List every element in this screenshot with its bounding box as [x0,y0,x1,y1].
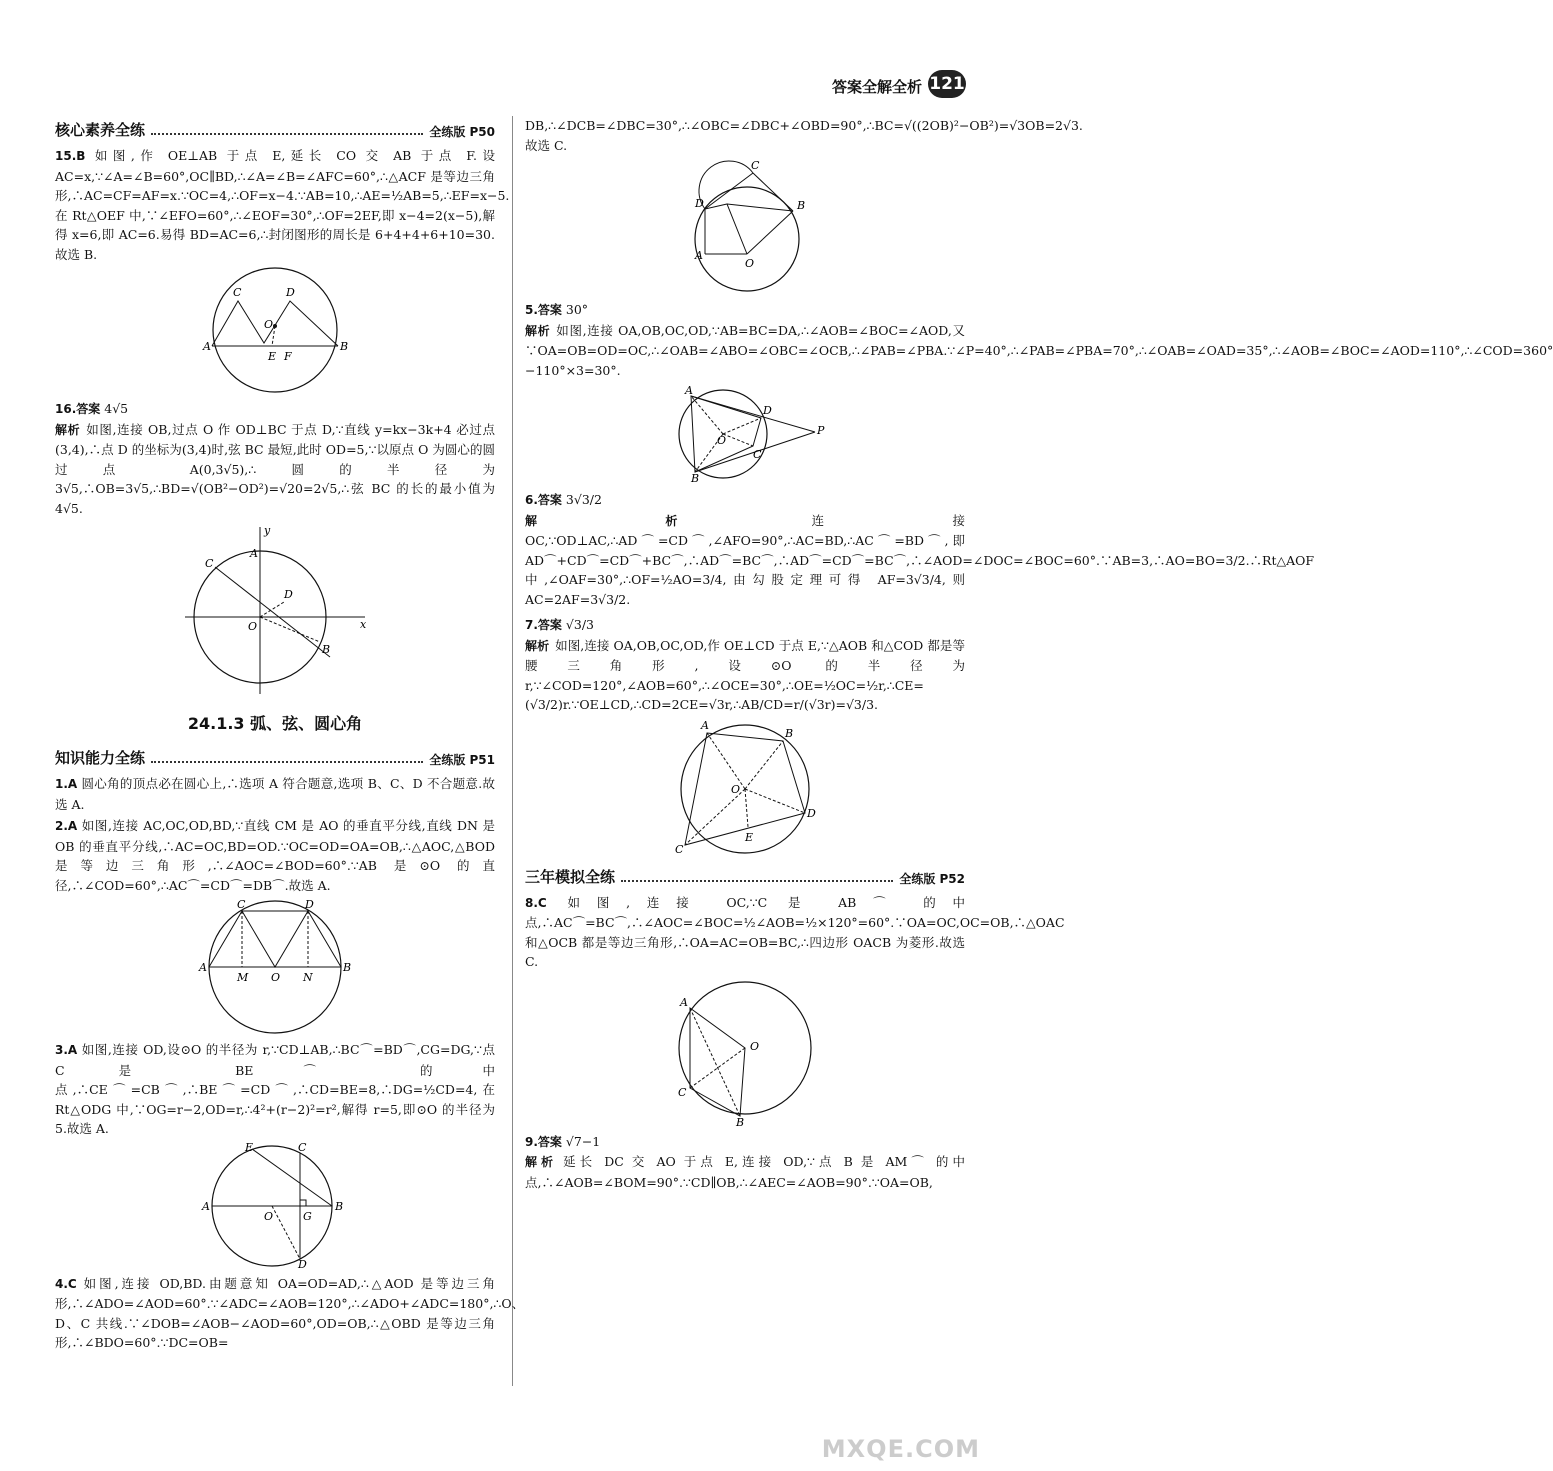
dotted-leader [151,761,423,763]
section-title: 知识能力全练 [55,749,146,767]
question-1 [55,774,495,814]
question-5 [525,300,1553,380]
figure-q3 [200,1140,350,1271]
svg-text:D: D [695,197,704,210]
svg-text:O: O [271,971,281,984]
svg-text:O: O [745,257,755,270]
svg-text:C: C [205,557,214,570]
subsection-title: 24.1.3 弧、弦、圆心角 [187,714,363,733]
question-9 [525,1132,965,1193]
figure-q5 [665,384,825,484]
svg-text:D: D [763,404,772,417]
section-ref: 全练版 P52 [899,871,965,886]
analysis-label: 解析 [525,513,806,528]
svg-text:B: B [785,726,794,740]
section-title: 核心素养全练 [55,121,146,139]
svg-text:N: N [303,971,313,984]
figure-q4 [675,159,815,294]
analysis-text: 连接 OC,∵OD⊥AC,∴AD⌒=CD⌒,∠AFO=90°,∴AC=BD,∴AC⌒=BD⌒,即 AD⌒+CD⌒=CD⌒+BC⌒,∴AD⌒=BC⌒,∴AD⌒=CD⌒=BC⌒,∴∠AOD=∠DOC=∠BOC=60°.∵AB=3,∴AO=BO=3/2.∴Rt△AOF 中,∠OAF=30°,∴OF=½AO=3/4,由勾股定理可得 AF=3√3/4,则 AC=2AF=3√3/2. [525,512,1315,607]
left-column [55,116,525,1355]
svg-text:B: B [797,199,806,212]
svg-text:A: A [203,340,211,353]
analysis-label: 解析 [525,638,550,653]
svg-text:M: M [237,971,249,984]
question-text: 如图,连接 OD,BD.由题意知 OA=OD=AD,∴△AOD 是等边三角形,∴∠ADO=∠AOD=60°.∵∠ADC=∠AOB=120°,∴∠ADO+∠ADC=180°,∴O、D、C 共线.∵∠DOB=∠AOB−∠AOD=60°,OD=OB,∴△OBD 是等边三角形,∴∠BDO=60°.∵DC=OB= [55,1275,525,1350]
svg-text:E: E [245,1140,254,1154]
right-column [525,116,1553,1194]
svg-text:y: y [264,524,271,537]
section-ref: 全练版 P50 [429,125,495,139]
svg-text:A: A [695,249,703,262]
question-number: 8.C [525,895,547,910]
svg-text:C: C [751,159,760,172]
question-number: 5.答案 [525,303,562,317]
svg-text:D: D [305,898,314,911]
svg-text:O: O [264,318,274,331]
question-number: 7.答案 [525,618,562,632]
svg-text:A: A [250,547,258,560]
figure-q8 [670,976,820,1129]
svg-text:B: B [335,1199,344,1213]
svg-text:F: F [284,350,292,363]
svg-text:C: C [675,842,684,856]
question-text: DB,∴∠DCB=∠DBC=30°,∴∠OBC=∠DBC+∠OBD=90°,∴BC=√((2OB)²−OB²)=√3OB=2√3.故选 C. [525,118,1083,153]
question-6 [525,490,1315,609]
svg-text:B: B [322,643,331,656]
svg-text:B: B [736,1115,745,1129]
analysis-text: 如图,连接 OB,过点 O 作 OD⊥BC 于点 D,∵直线 y=kx−3k+4 必过点(3,4),∴点 D 的坐标为(3,4)时,弦 BC 最短,此时 OD=5,∵以原点 O 为圆心的圆过点 A(0,3√5),∴圆的半径为 3√5,∴OB=3√5,∴BD=√(OB²−OD²)=√20=2√5,∴弦 BC 的长的最小值为 4√5. [55,421,495,516]
analysis-text: 延长 DC 交 AO 于点 E,连接 OD,∵点 B 是 AM⌒ 的中点,∴∠AOB=∠BOM=90°.∵CD∥OB,∴∠AEC=∠AOB=90°.∵OA=OB, [525,1154,965,1190]
question-text: 如图,连接 OC,∵C 是 AB⌒ 的中点,∴AC⌒=BC⌒,∴∠AOC=∠BOC=½∠AOB=½×120°=60°.∵OA=OC,OC=OB,∴△OAC 和△OCB 都是等边三角形,∴OA=AC=OB=BC,∴四边形 OACB 为菱形.故选 C. [525,894,1065,969]
svg-text:O: O [717,434,727,447]
question-2 [55,816,495,895]
svg-text:A: A [685,384,693,397]
question-text: 圆心角的顶点必在圆心上,∴选项 A 符合题意,选项 B、C、D 不合题意.故选 A. [55,776,495,812]
column-divider [512,116,513,1386]
svg-text:O: O [750,1039,760,1053]
figure-q15 [200,268,350,393]
question-number: 16.答案 [55,402,101,416]
svg-text:C: C [233,286,242,299]
watermark: MXQE.COM [821,1435,980,1463]
svg-text:B: B [340,340,349,353]
section-header-core [55,118,495,140]
svg-text:O: O [264,1209,274,1223]
figure-q16 [180,522,370,697]
question-number: 1.A [55,777,78,791]
answer: √3/3 [565,617,594,632]
svg-text:A: A [199,961,207,974]
svg-text:A: A [680,995,688,1009]
figure-q2 [195,899,355,1034]
analysis-text: 如图,连接 OA,OB,OC,OD,作 OE⊥CD 于点 E,∵△AOB 和△COD 都是等腰三角形,设⊙O 的半径为 r,∵∠COD=120°,∠AOB=60°,∴∠OCE=30°,∴OE=½OC=½r,∴CE=(√3/2)r.∵OE⊥CD,∴CD=2CE=√3r,∴AB/CD=r/(√3r)=√3/3. [525,637,965,712]
svg-text:B: B [343,961,352,974]
analysis-text: 如图,连接 OA,OB,OC,OD,∵AB=BC=DA,∴∠AOB=∠BOC=∠AOD,又∵OA=OB=OD=OC,∴∠OAB=∠ABO=∠OBC=∠OCB,∴∠PAB=∠PBA.∵∠P=40°,∴∠PAB=∠PBA=70°,∴∠OAB=∠OAD=35°,∴∠AOB=∠BOC=∠AOD=110°,∴∠COD=360°−110°×3=30°. [525,322,1553,378]
question-number: 15.B [55,149,86,163]
svg-text:D: D [807,806,816,820]
header-title: 答案全解全析 [831,78,922,96]
answer: √7−1 [565,1133,601,1149]
dotted-leader [151,133,423,135]
svg-text:O: O [248,620,258,633]
question-text: 如图,连接 OD,设⊙O 的半径为 r,∵CD⊥AB,∴BC⌒=BD⌒,CG=DG,∵点 C 是 BE⌒ 的中点,∴CE⌒=CB⌒,∴BE⌒=CD⌒,∴CD=BE=8,∴DG=½CD=4,在 Rt△ODG 中,∵OG=r−2,OD=r,∴4²+(r−2)²=r²,解得 r=5,即⊙O 的半径为 5.故选 A. [55,1042,495,1136]
question-number: 9.答案 [525,1134,562,1149]
answer: 4√5 [104,401,129,416]
question-8 [525,893,1065,972]
figure-q7 [665,719,825,859]
question-7 [525,615,965,715]
question-number: 6.答案 [525,493,562,507]
question-15 [55,146,510,264]
svg-text:B: B [691,472,700,485]
section-header-three-year [525,865,965,887]
svg-text:x: x [360,618,367,631]
answer: 30° [565,302,589,317]
svg-text:C: C [237,898,246,911]
svg-text:C: C [753,448,762,461]
question-number: 4.C [55,1276,77,1291]
question-16 [55,399,495,518]
svg-text:P: P [817,424,825,437]
svg-text:A: A [701,718,709,732]
svg-text:A: A [202,1199,210,1213]
svg-text:G: G [303,1209,312,1223]
svg-text:C: C [298,1140,307,1154]
question-3 [55,1040,495,1139]
question-number: 2.A [55,819,78,833]
analysis-label: 解析 [525,1155,558,1169]
svg-text:O: O [731,782,741,796]
question-text: 如图,连接 AC,OC,OD,BD,∵直线 CM 是 AO 的垂直平分线,直线 DN 是 OB 的垂直平分线,∴AC=OC,BD=OD.∵OC=OD=OA=OB,∴△AOC,△BOD 是等边三角形,∴∠AOC=∠BOD=60°.∵AB 是⊙O 的直径,∴∠COD=60°,∴AC⌒=CD⌒=DB⌒.故选 A. [55,818,495,893]
question-4 [55,1274,525,1353]
svg-text:E: E [745,830,754,844]
svg-text:C: C [678,1085,687,1099]
dotted-leader [621,880,893,882]
question-text: 如图,作 OE⊥AB 于点 E,延长 CO 交 AB 于点 F.设 AC=x,∵∠A=∠B=60°,OC∥BD,∴∠A=∠B=∠AFC=60°,∴△ACF 是等边三角形,∴AC=CF=AF=x.∵OC=4,∴OF=x−4.∵AB=10,∴AE=½AB=5,∴EF=x−5.在 Rt△OEF 中,∵∠EFO=60°,∴∠EOF=30°,∴OF=2EF,即 x−4=2(x−5),解得 x=6,即 AC=6.易得 BD=AC=6,∴封闭图形的周长是 6+4+4+6+10=30.故选 B. [55,148,510,262]
page-header [0,68,1000,108]
svg-text:E: E [268,350,277,363]
question-4-continued [525,116,1083,155]
analysis-label: 解析 [55,422,81,437]
analysis-label: 解析 [525,323,551,338]
section-title: 三年模拟全练 [525,867,616,886]
question-number: 3.A [55,1043,78,1057]
page-number: 121 [928,70,966,98]
svg-text:D: D [286,286,295,299]
svg-text:D: D [298,1257,307,1271]
svg-text:D: D [284,588,293,601]
answer: 3√3/2 [565,492,602,507]
section-header-knowledge [55,746,495,768]
section-ref: 全练版 P51 [429,753,495,767]
